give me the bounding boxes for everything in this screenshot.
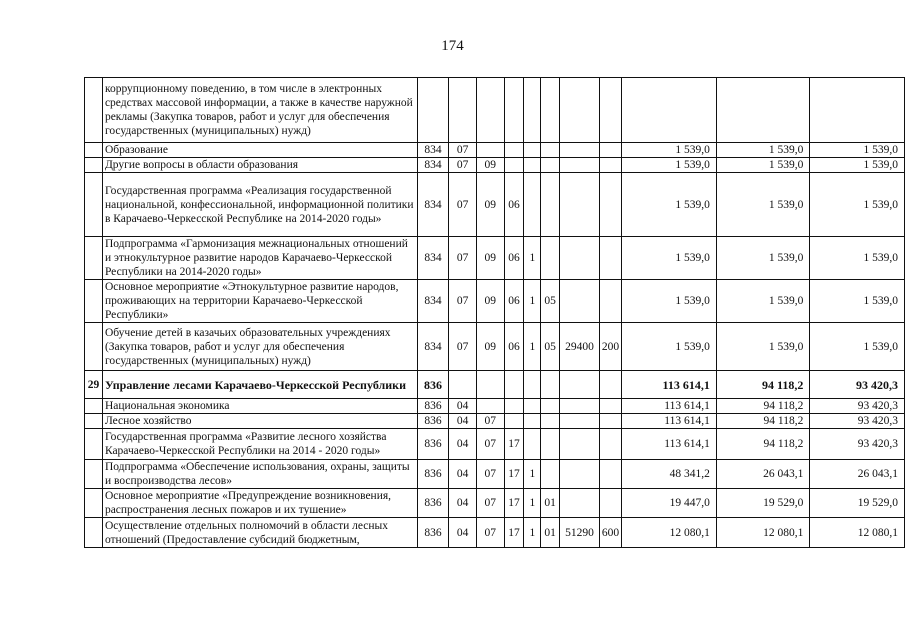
cell-ved: 836 [417,429,449,460]
cell-pr: 07 [476,429,504,460]
cell-program: 06 [504,173,524,237]
cell-subprogram [524,429,541,460]
cell-ved: 836 [417,489,449,518]
row-name: Другие вопросы в области образования [102,158,417,173]
cell-pr: 09 [476,323,504,371]
cell-sum-2: 26 043,1 [716,460,810,489]
cell-ved: 836 [417,399,449,414]
row-number: 29 [85,371,103,399]
cell-expense-type [599,371,621,399]
cell-ved: 836 [417,518,449,548]
cell-measure [541,414,560,429]
cell-sum-1: 1 539,0 [622,143,717,158]
row-name: Управление лесами Карачаево-Черкесской Республики [102,371,417,399]
cell-ved: 836 [417,460,449,489]
row-number [85,158,103,173]
table-row [85,489,905,518]
cell-direction [560,460,600,489]
cell-expense-type [599,158,621,173]
cell-program [504,143,524,158]
cell-sum-3: 1 539,0 [810,158,905,173]
cell-sum-3: 12 080,1 [810,518,905,548]
cell-sum-2: 1 539,0 [716,158,810,173]
cell-sum-3: 26 043,1 [810,460,905,489]
cell-sum-1: 48 341,2 [622,460,717,489]
cell-sum-2: 1 539,0 [716,143,810,158]
cell-program [504,371,524,399]
row-number [85,518,103,548]
table-row [85,371,905,399]
row-name: Осуществление отдельных полномочий в области лесных отношений (Предоставление субсидий бюджетным, [102,518,417,548]
cell-measure: 01 [541,489,560,518]
cell-ved: 834 [417,237,449,280]
cell-program [504,158,524,173]
cell-expense-type [599,143,621,158]
table-row [85,280,905,323]
row-number [85,323,103,371]
cell-sum-3: 93 420,3 [810,371,905,399]
cell-subprogram: 1 [524,460,541,489]
cell-pr [476,371,504,399]
cell-sum-2: 94 118,2 [716,371,810,399]
cell-pr [476,143,504,158]
row-name: Национальная экономика [102,399,417,414]
cell-sum-3: 1 539,0 [810,143,905,158]
row-name: Основное мероприятие «Предупреждение возникновения, распространения лесных пожаров и их тушение» [102,489,417,518]
cell-subprogram [524,158,541,173]
cell-expense-type [599,399,621,414]
table-row [85,237,905,280]
cell-measure [541,371,560,399]
cell-direction [560,489,600,518]
table-row [85,518,905,548]
cell-rz: 07 [449,158,477,173]
cell-direction [560,371,600,399]
cell-sum-2: 94 118,2 [716,429,810,460]
cell-sum-3: 1 539,0 [810,323,905,371]
budget-table [84,77,905,548]
table-row [85,78,905,143]
cell-sum-3: 1 539,0 [810,280,905,323]
cell-sum-1: 113 614,1 [622,414,717,429]
cell-subprogram [524,78,541,143]
cell-expense-type [599,429,621,460]
table-row [85,158,905,173]
cell-pr: 09 [476,158,504,173]
cell-measure [541,429,560,460]
cell-rz: 04 [449,429,477,460]
cell-expense-type [599,414,621,429]
cell-expense-type: 200 [599,323,621,371]
row-name: Основное мероприятие «Этнокультурное развитие народов, проживающих на территории Карачаево-Черкесской Республики» [102,280,417,323]
cell-ved: 834 [417,280,449,323]
table-row [85,460,905,489]
cell-measure [541,158,560,173]
cell-expense-type [599,280,621,323]
row-number [85,237,103,280]
cell-sum-1: 1 539,0 [622,158,717,173]
row-number [85,78,103,143]
row-name: Лесное хозяйство [102,414,417,429]
cell-sum-3: 1 539,0 [810,173,905,237]
table-row [85,429,905,460]
cell-direction [560,143,600,158]
row-name: Обучение детей в казачьих образовательных учреждениях (Закупка товаров, работ и услуг для обеспечения государственных (муниципальных) нужд) [102,323,417,371]
cell-measure [541,460,560,489]
cell-pr: 09 [476,280,504,323]
cell-subprogram: 1 [524,280,541,323]
cell-program: 06 [504,237,524,280]
cell-measure: 05 [541,280,560,323]
cell-subprogram [524,399,541,414]
cell-sum-3: 93 420,3 [810,399,905,414]
row-name: Подпрограмма «Обеспечение использования, охраны, защиты и воспроизводства лесов» [102,460,417,489]
cell-sum-2 [716,78,810,143]
cell-pr: 09 [476,237,504,280]
cell-ved: 836 [417,414,449,429]
cell-rz: 07 [449,280,477,323]
cell-expense-type [599,489,621,518]
cell-pr: 09 [476,173,504,237]
cell-sum-1: 113 614,1 [622,399,717,414]
cell-sum-1: 1 539,0 [622,280,717,323]
cell-program [504,399,524,414]
cell-sum-1: 1 539,0 [622,237,717,280]
cell-rz: 07 [449,237,477,280]
cell-rz: 07 [449,323,477,371]
row-number [85,414,103,429]
row-name: Образование [102,143,417,158]
cell-program: 06 [504,280,524,323]
cell-direction [560,399,600,414]
row-number [85,489,103,518]
table-row [85,399,905,414]
cell-rz: 04 [449,489,477,518]
cell-sum-1: 113 614,1 [622,371,717,399]
cell-direction: 29400 [560,323,600,371]
cell-program: 17 [504,460,524,489]
cell-sum-3: 19 529,0 [810,489,905,518]
cell-subprogram: 1 [524,518,541,548]
cell-program [504,414,524,429]
cell-program: 17 [504,518,524,548]
cell-direction [560,280,600,323]
row-number [85,429,103,460]
cell-direction [560,429,600,460]
cell-sum-1 [622,78,717,143]
cell-rz: 07 [449,173,477,237]
cell-subprogram [524,414,541,429]
cell-expense-type [599,78,621,143]
cell-measure [541,143,560,158]
cell-direction: 51290 [560,518,600,548]
table-row [85,414,905,429]
cell-expense-type [599,173,621,237]
cell-sum-2: 94 118,2 [716,399,810,414]
cell-program: 17 [504,429,524,460]
cell-measure [541,237,560,280]
cell-measure [541,399,560,414]
cell-sum-1: 1 539,0 [622,173,717,237]
cell-ved: 834 [417,173,449,237]
cell-program: 17 [504,489,524,518]
cell-sum-2: 1 539,0 [716,280,810,323]
cell-measure [541,173,560,237]
cell-rz: 07 [449,143,477,158]
cell-direction [560,414,600,429]
row-number [85,173,103,237]
cell-subprogram [524,173,541,237]
cell-expense-type [599,460,621,489]
cell-program [504,78,524,143]
cell-expense-type: 600 [599,518,621,548]
cell-ved: 834 [417,158,449,173]
cell-sum-2: 1 539,0 [716,237,810,280]
cell-direction [560,158,600,173]
row-name: Государственная программа «Реализация государственной национальной, конфессиональной, информационной политики в Карачаево-Черкесской Республике на 2014-2020 годы» [102,173,417,237]
cell-ved: 834 [417,143,449,158]
cell-rz [449,78,477,143]
cell-subprogram: 1 [524,489,541,518]
cell-sum-2: 19 529,0 [716,489,810,518]
cell-pr: 07 [476,414,504,429]
cell-pr [476,78,504,143]
table-row [85,173,905,237]
cell-rz [449,371,477,399]
cell-sum-1: 19 447,0 [622,489,717,518]
cell-subprogram: 1 [524,237,541,280]
cell-direction [560,173,600,237]
cell-sum-3: 1 539,0 [810,237,905,280]
cell-sum-2: 1 539,0 [716,323,810,371]
cell-program: 06 [504,323,524,371]
cell-sum-1: 12 080,1 [622,518,717,548]
cell-rz: 04 [449,518,477,548]
row-name: коррупционному поведению, в том числе в электронных средствах массовой информации, а также в качестве наружной рекламы (Закупка товаров, работ и услуг для обеспечения государственных (муниципальных) нужд) [102,78,417,143]
table-row [85,143,905,158]
cell-rz: 04 [449,414,477,429]
row-number [85,460,103,489]
cell-direction [560,78,600,143]
cell-subprogram: 1 [524,323,541,371]
cell-ved: 836 [417,371,449,399]
page-number: 174 [441,38,464,54]
row-name: Государственная программа «Развитие лесного хозяйства Карачаево-Черкесской Республики на 2014 - 2020 годы» [102,429,417,460]
cell-sum-1: 113 614,1 [622,429,717,460]
cell-measure: 01 [541,518,560,548]
cell-pr [476,399,504,414]
cell-sum-3 [810,78,905,143]
cell-ved [417,78,449,143]
cell-subprogram [524,371,541,399]
cell-expense-type [599,237,621,280]
cell-pr: 07 [476,460,504,489]
cell-direction [560,237,600,280]
cell-subprogram [524,143,541,158]
cell-measure: 05 [541,323,560,371]
row-number [85,399,103,414]
cell-sum-3: 93 420,3 [810,414,905,429]
cell-rz: 04 [449,399,477,414]
cell-sum-1: 1 539,0 [622,323,717,371]
cell-pr: 07 [476,489,504,518]
cell-ved: 834 [417,323,449,371]
cell-sum-2: 94 118,2 [716,414,810,429]
row-number [85,143,103,158]
cell-sum-3: 93 420,3 [810,429,905,460]
cell-measure [541,78,560,143]
cell-sum-2: 1 539,0 [716,173,810,237]
table-row [85,323,905,371]
row-number [85,280,103,323]
cell-rz: 04 [449,460,477,489]
cell-sum-2: 12 080,1 [716,518,810,548]
cell-pr: 07 [476,518,504,548]
row-name: Подпрограмма «Гармонизация межнациональных отношений и этнокультурное развитие народов Карачаево-Черкесской Республики на 2014-2020 годы» [102,237,417,280]
